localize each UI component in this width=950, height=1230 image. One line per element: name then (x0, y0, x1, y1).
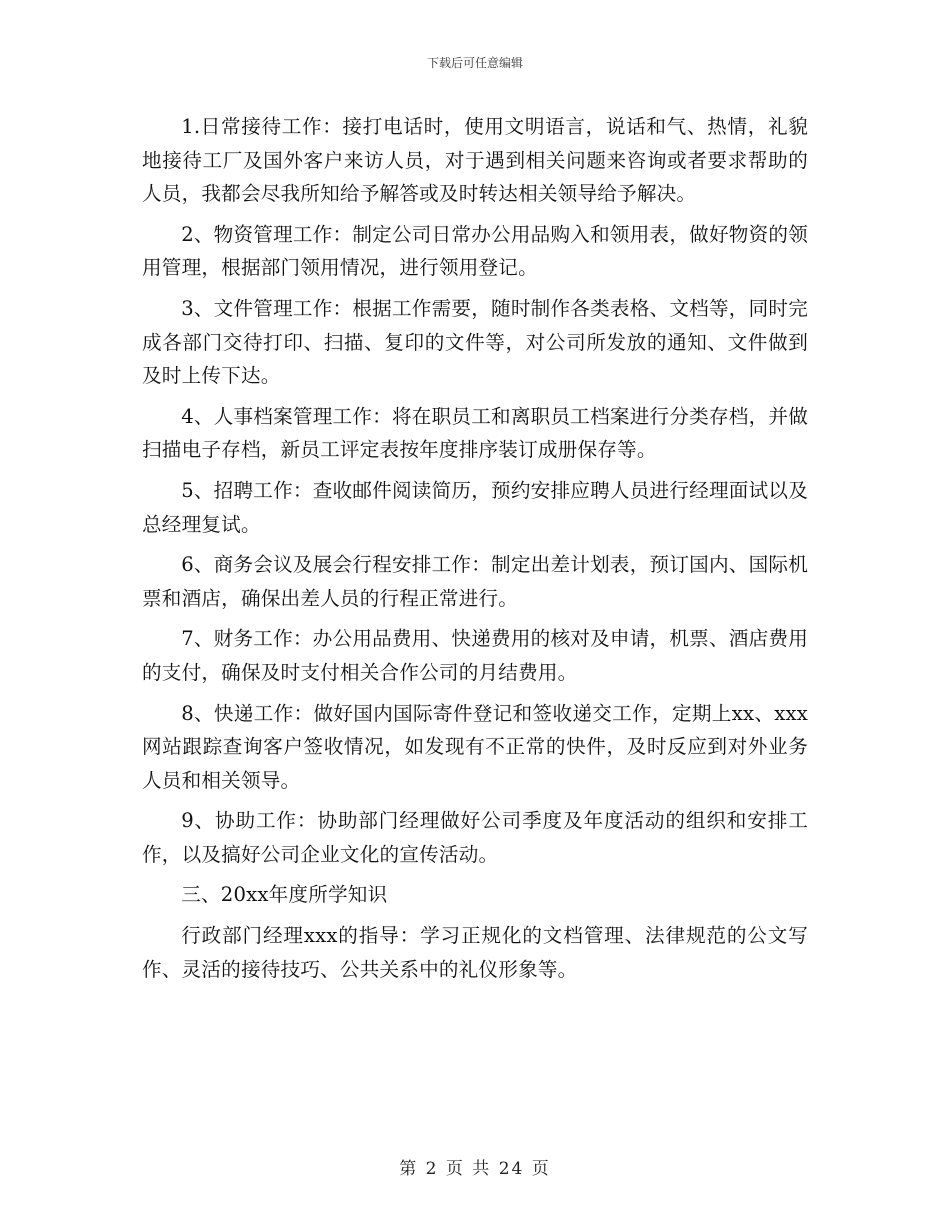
paragraph-finance: 7、财务工作：办公用品费用、快递费用的核对及申请，机票、酒店费用的支付，确保及时支付相关合作公司的月结费用。 (142, 627, 808, 684)
paragraph-courier: 8、快递工作：做好国内国际寄件登记和签收递交工作，定期上xx、xxx网站跟踪查询客户签收情况，如发现有不正常的快件，及时反应到对外业务人员和相关领导。 (142, 701, 808, 792)
paragraph-recruitment: 5、招聘工作：查收邮件阅读简历，预约安排应聘人员进行经理面试以及总经理复试。 (142, 478, 808, 536)
section-heading-knowledge: 三、20xx年度所学知识 (181, 883, 388, 907)
paragraph-materials-management: 2、物资管理工作：制定公司日常办公用品购入和领用表，做好物资的领用管理，根据部门领用情况，进行领用登记。 (142, 222, 808, 280)
page-number: 第 2 页 共 24 页 (399, 1159, 551, 1179)
document-body (142, 110, 808, 993)
paragraph-business-meetings: 6、商务会议及展会行程安排工作：制定出差计划表，预订国内、国际机票和酒店，确保出差人员的行程正常进行。 (142, 553, 808, 610)
paragraph-daily-reception: 1.日常接待工作：接打电话时，使用文明语言，说话和气、热情，礼貌地接待工厂及国外客户来访人员，对于遇到相关问题来咨询或者要求帮助的人员，我都会尽我所知给予解答或及时转达相关领导给予解决。 (142, 115, 808, 206)
paragraph-personnel-archives: 4、人事档案管理工作：将在职员工和离职员工档案进行分类存档，并做扫描电子存档，新员工评定表按年度排序装订成册保存等。 (142, 404, 808, 462)
paragraph-assistance: 9、协助工作：协助部门经理做好公司季度及年度活动的组织和安排工作，以及搞好公司企业文化的宣传活动。 (142, 809, 808, 866)
paragraph-manager-guidance: 行政部门经理xxx的指导：学习正规化的文档管理、法律规范的公文写作、灵活的接待技巧、公共关系中的礼仪形象等。 (142, 924, 808, 981)
page-header: 下载后可任意编辑 (426, 56, 523, 70)
paragraph-file-management: 3、文件管理工作：根据工作需要，随时制作各类表格、文档等，同时完成各部门交待打印、扫描、复印的文件等，对公司所发放的通知、文件做到及时上传下达。 (142, 296, 808, 388)
